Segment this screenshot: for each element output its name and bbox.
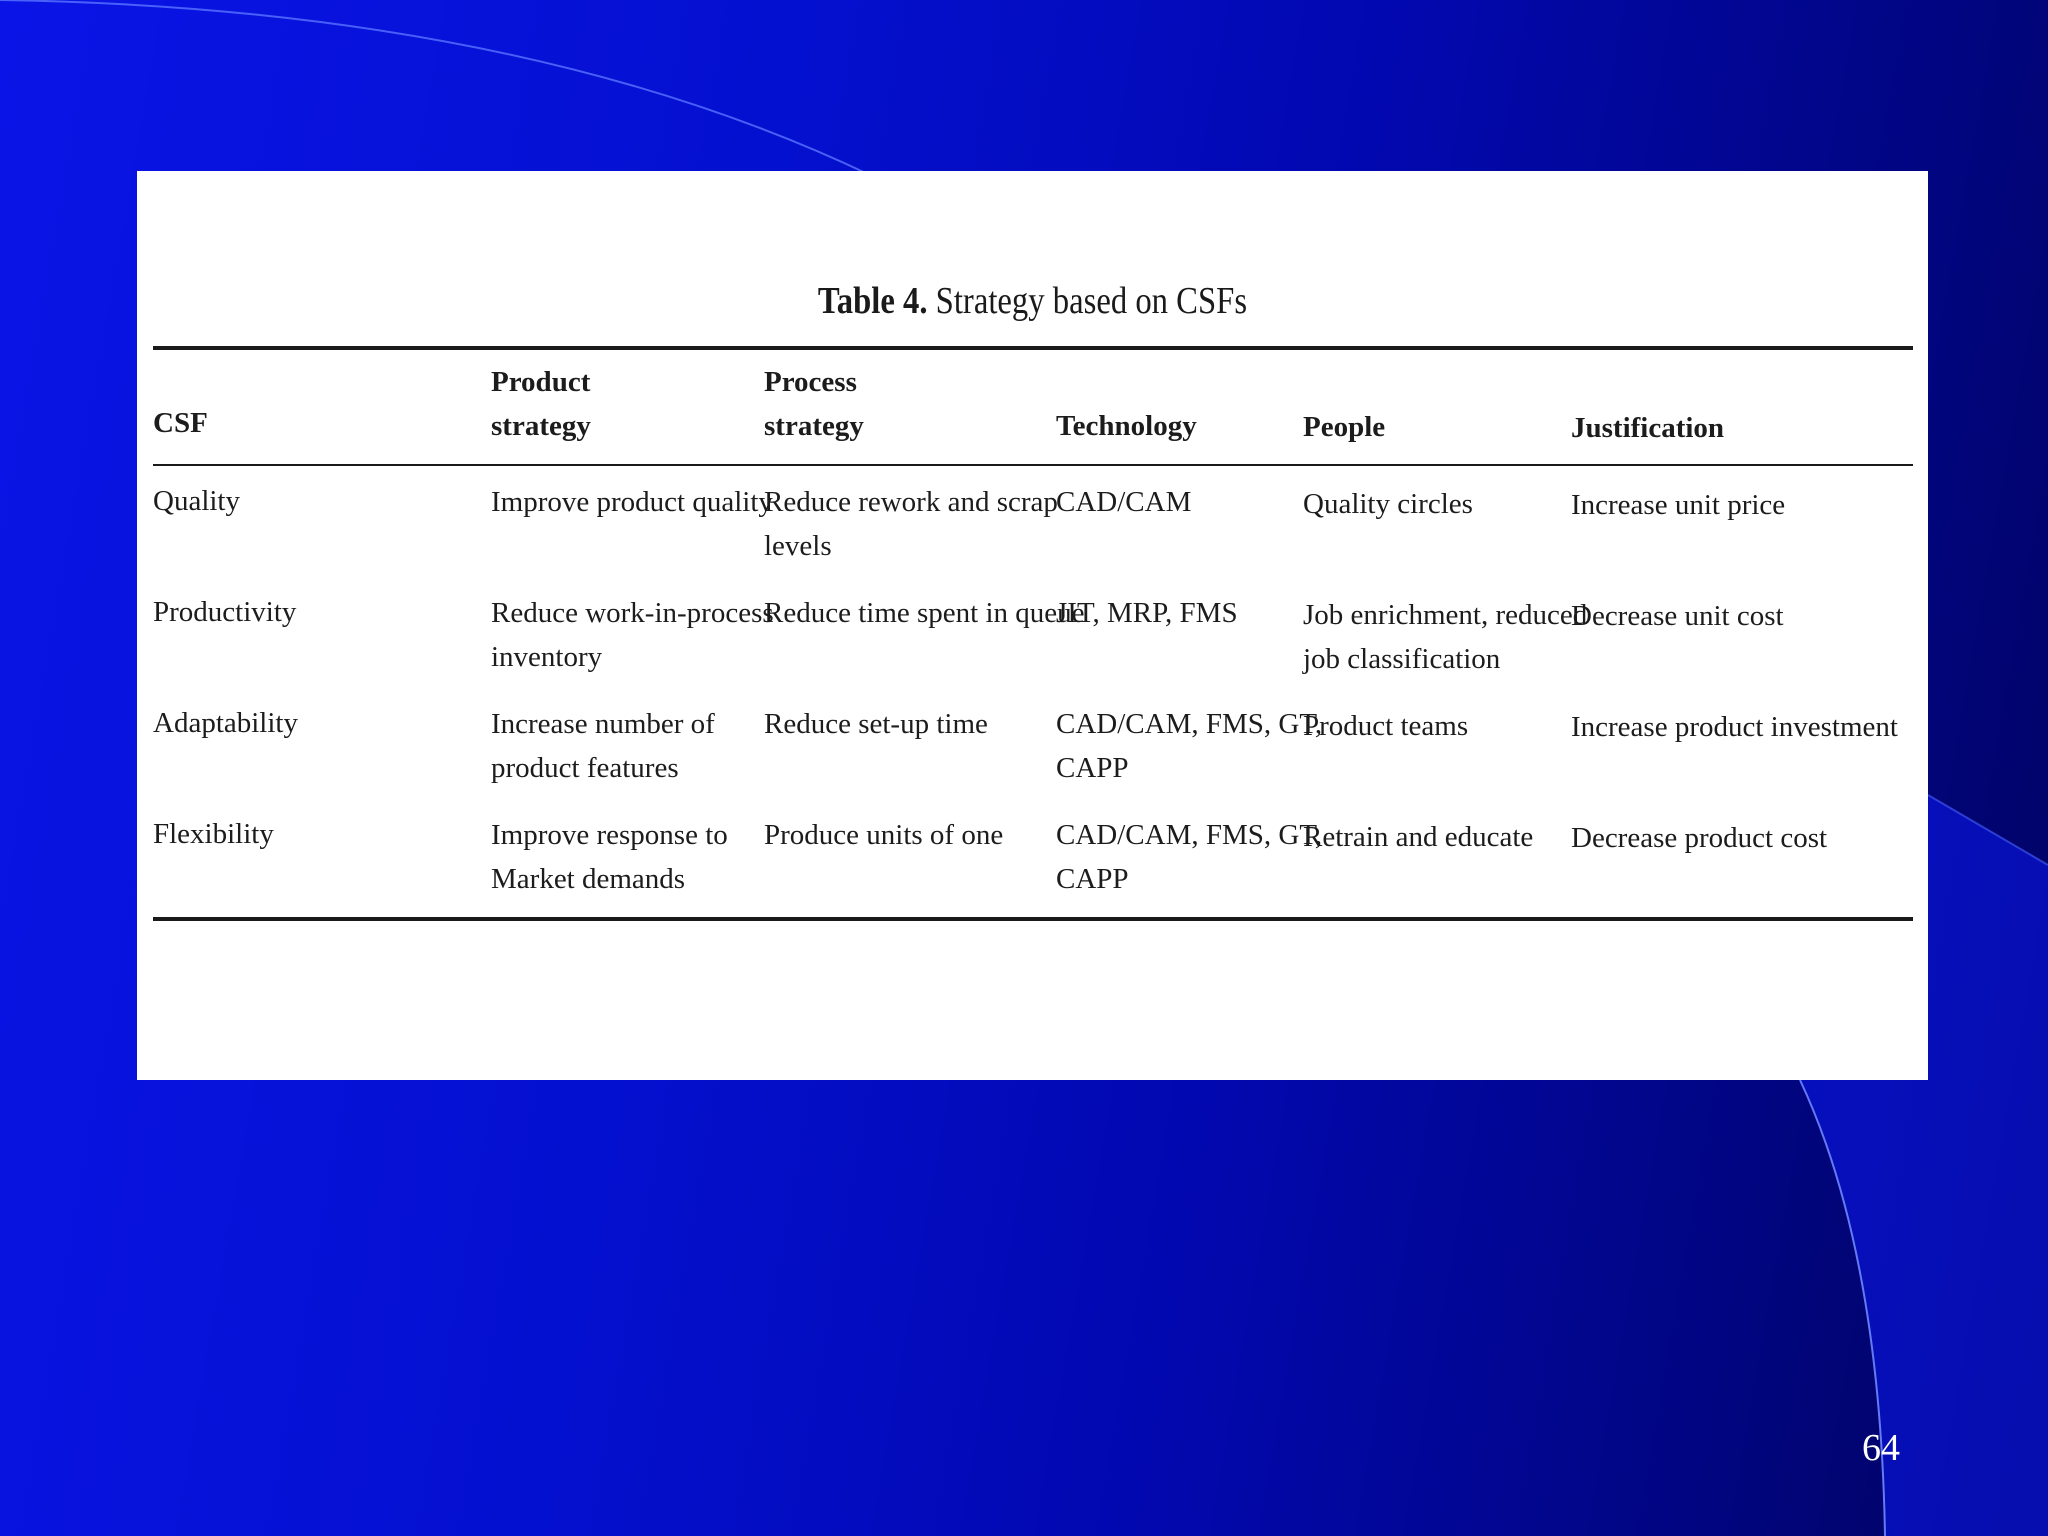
table-cell: Reduce work-in-process inventory <box>491 597 774 673</box>
caption-text: Strategy based on CSFs <box>935 280 1248 322</box>
caption-label: Table 4. <box>817 280 928 322</box>
header-product-strategy: Product strategy <box>491 366 591 442</box>
table-cell: Increase unit price <box>1571 489 1786 521</box>
table-top-rule <box>153 346 1913 350</box>
table-cell: Decrease unit cost <box>1571 600 1784 632</box>
table-cell: Adaptability <box>153 707 298 739</box>
table-cell: JIT, MRP, FMS <box>1056 597 1238 629</box>
header-csf: CSF <box>153 407 208 439</box>
table-cell: Retrain and educate <box>1303 821 1534 853</box>
table-cell: Reduce time spent in queue <box>764 597 1085 629</box>
table-cell: Increase number of product features <box>491 708 715 784</box>
table-cell: Productivity <box>153 596 297 628</box>
table-cell: CAD/CAM, FMS, GT, CAPP <box>1056 819 1323 895</box>
table-cell: Product teams <box>1303 710 1469 742</box>
header-process-strategy: Process strategy <box>764 366 864 442</box>
table-cell: Improve response to Market demands <box>491 819 728 895</box>
table-bottom-rule <box>153 917 1913 921</box>
table-cell: Quality <box>153 485 240 517</box>
table-cell: Improve product quality <box>491 486 773 518</box>
slide-number: 64 <box>1862 1427 1900 1469</box>
table-cell: Reduce rework and scrap levels <box>764 486 1058 562</box>
table-caption <box>262 279 1802 323</box>
table-cell: Quality circles <box>1303 488 1473 520</box>
table-cell: Reduce set-up time <box>764 708 988 740</box>
header-justification: Justification <box>1571 412 1725 444</box>
table-cell: CAD/CAM <box>1056 486 1192 518</box>
table-cell: Job enrichment, reduced job classification <box>1303 599 1588 675</box>
table-cell: Decrease product cost <box>1571 822 1828 854</box>
table-image <box>137 171 1928 1080</box>
table-cell: CAD/CAM, FMS, GT, CAPP <box>1056 708 1323 784</box>
header-people: People <box>1303 411 1386 443</box>
table-cell: Flexibility <box>153 818 274 850</box>
header-technology: Technology <box>1056 410 1197 442</box>
table-cell: Produce units of one <box>764 819 1004 851</box>
table-cell: Increase product investment <box>1571 711 1898 743</box>
table-header-rule <box>153 464 1913 466</box>
